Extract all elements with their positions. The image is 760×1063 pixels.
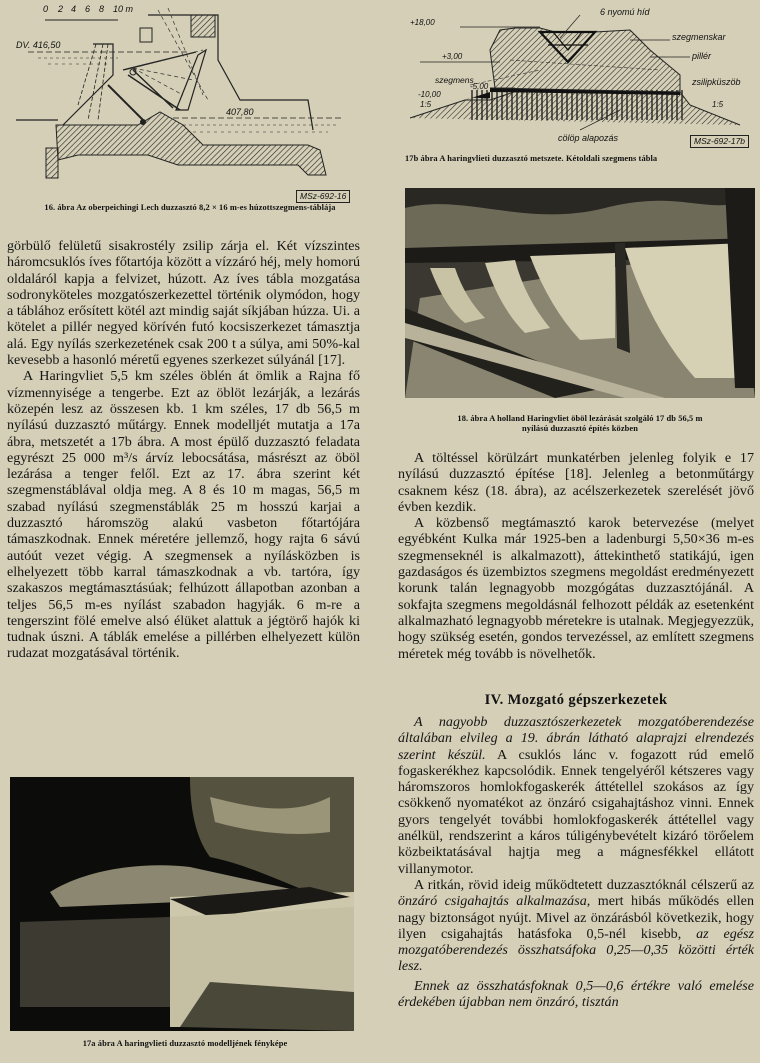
right-paragraph-5-italic: Ennek az összhatásfoknak 0,5—0,6 értékre való emelése érdekében újabban nem önzáró, tisztán bbox=[398, 977, 754, 1011]
left-column-text bbox=[7, 238, 360, 662]
figure-17a-caption: 17a ábra A haringvlieti duzzasztó modelljének fényképe bbox=[82, 1039, 288, 1048]
model-photo-image bbox=[10, 777, 354, 1031]
figure-16-ref-code: MSz-692-16 bbox=[296, 190, 350, 203]
figure-18-caption-line2: nyílású duzzasztó építés közben bbox=[522, 424, 638, 433]
scale-label-8: 8 bbox=[99, 4, 105, 14]
figure-18-caption-line1: 18. ábra A holland Haringvliet öböl lezárását szolgáló 17 db 56,5 m bbox=[457, 414, 703, 423]
scale-label-0: 0 bbox=[43, 4, 49, 14]
right-paragraph-4 bbox=[398, 877, 754, 975]
slope-left-label: 1:5 bbox=[420, 100, 432, 109]
right-paragraph-2: A közbenső megtámasztó karok betervezése (melyet egyébként Kulka már 1925-ben a ladenburgi 5,50×36 m-es szegmenseknél is alkalmazott), áttekinthető statikájú, igen gazdaságos és üzembiztos szegmens megoldást eredményezett korunk talán legnagyobb mozgógátas duzzasztójánál. A sokfajta szegmens megoldásnál felhozott példák az esetenként alkalmazható legnagyobb méretekre is utalnak. Megjegyezzük, hogy szükség esetén, gondos tervezéssel, az említett szegmens méretek még tovább is növelhetők. bbox=[398, 515, 754, 662]
figure-17b-caption: 17b ábra A haringvlieti duzzasztó metszete. Kétoldali szegmens tábla bbox=[405, 154, 658, 163]
right-paragraph-4-b: önzáró csigahajtás alkalmazása bbox=[398, 893, 587, 910]
scale-label-4: 4 bbox=[71, 4, 77, 14]
bottom-level-label: -10,00 bbox=[418, 90, 441, 99]
bridge-label: 6 nyomú híd bbox=[600, 7, 650, 17]
right-paragraph-4-c: , mert hibás működés ellen nagy biztonságot nyújt. Mivel az önzárásból következik, hogy ilyen csigahajtás hatásfoka 0,5-nél kisebb, bbox=[398, 893, 754, 942]
downstream-level-label: 407,80 bbox=[226, 107, 254, 117]
arm-label: szegmenskar bbox=[672, 32, 726, 42]
dam-construction-photo-image bbox=[405, 188, 755, 398]
figure-16-caption: 16. ábra Az oberpeichingi Lech duzzasztó 8,2 × 16 m-es húzottszegmens-táblája bbox=[44, 203, 336, 212]
segment-label: szegmens bbox=[435, 75, 474, 85]
left-paragraph-2: A Haringvliet 5,5 km széles öblén át ömlik a Rajna fő vízmennyisége a tengerbe. Ezt az öblöt lezárják, a lezárás közepén lesz az összesen kb. 1 km széles, 17 db 56,5 m nyílású duzzasztó műtárgy. Ennek modelljét mutatja a 17a ábra, metszetét a 17b ábra. A most épülő duzzasztó feladata egyrészt 25 000 m³/s árvíz lebocsátása, másrészt az öböl lezárása a tenger felől. Ezt az 17. ábra szerint két szegmenstáblával oldja meg. A 8 és 10 m magas, 56,5 m szabad nyílású szegmenstáblák 25 m hosszú karjai a duzzasztó háromszög alakú vasbeton főtartójára támaszkodnak. Ennek méretére jellemző, hogy rajta 6 sávú autóút vezet végig. A szegmensek a nyílásközben is elhelyezett több karral támaszkodnak a vb. tartóra, így szakaszos megtámasztásúak; felhúzott állapotban azonban a teljes 56,5 m-es nyílást szabadon hagyják. 6 m-re a tengerszint fölé emelve alsó élüket alattuk a jégtörő hajók ki tudnak úszni. A táblák emelése a pillérben elhelyezett külön rudazat mozgatásával történik. bbox=[7, 368, 360, 662]
right-paragraph-1: A töltéssel körülzárt munkatérben jelenleg folyik e 17 nyílású duzzasztó építése [18]. Jelenleg a betonműtárgy csaknem kész (18. ábra), az acélszerkezetek szerelését jövő évben kezdik. bbox=[398, 450, 754, 515]
right-paragraph-3-rest: A csuklós lánc v. fogazott rúd emelő fogaskerékhez kapcsolódik. Ennek tengelyéről kétszeres vagy háromszoros homlokfogaskerék áttétellel szokásos az így csökkenő nyomatékot az önzáró csigahajtáshoz vinni. Ennek gyors tengelyét további homlokfogaskerék áttétellel vagy anélkül, rendszerint a káros túligénybevételt kizáró törőelem közbeiktatásával hajtja meg a mágnesfékkel ellátott villanymotor. bbox=[398, 746, 754, 877]
foundation-label: cölöp alapozás bbox=[558, 133, 619, 143]
dam-cross-section-drawing bbox=[8, 0, 353, 200]
slope-right-label: 1:5 bbox=[712, 100, 724, 109]
right-paragraph-5 bbox=[398, 978, 754, 1011]
figure-17a-photo bbox=[10, 777, 354, 1031]
upstream-level-label: DV. 416,50 bbox=[16, 40, 61, 50]
right-column-text-top bbox=[398, 450, 754, 662]
right-paragraph-3-italic: A nagyobb duzzasztószerkezetek mozgatóberendezése általában elvileg a 19. ábrán látható alaprajzi elrendezés szerint készül. bbox=[398, 714, 754, 763]
low-level-label: -5,00 bbox=[470, 82, 489, 91]
section-heading: IV. Mozgató gépszerkezetek bbox=[484, 692, 668, 708]
scale-label-2: 2 bbox=[58, 4, 64, 14]
figure-17b-drawing bbox=[390, 0, 760, 150]
figure-17b-ref-code: MSz-692-17b bbox=[690, 135, 749, 148]
figure-16-drawing bbox=[8, 0, 353, 200]
sill-label: zsilipküszöb bbox=[692, 77, 741, 87]
pier-label: pillér bbox=[692, 51, 712, 61]
right-paragraph-4-a: A ritkán, rövid ideig működtetett duzzasztóknál célszerű az bbox=[414, 876, 754, 893]
right-paragraph-3 bbox=[398, 714, 754, 877]
scale-label-10m: 10 m bbox=[113, 4, 134, 14]
left-paragraph-1: görbülő felületű sisakrostély zsilip zárja el. Két vízszintes háromcsuklós íves főtartója között a vízzáró héj, mely homorú oldaláról kapja a felvizet, húzott. Az íves tábla mozgatása sodronyköteles mozgatószerkezettel történik olymódon, hogy a táblához erősített kötél azt mindig saját síkjában húzza. Ui. a kötelet a pillér negyed körívén futó kocsiszerkezet támasztja alá. Egy nyílás szerkezetének csak 200 t a súlya, ami 50%-kal kevesebb a hasonló méretű egyenes szerkezet súlyánál [17]. bbox=[7, 238, 360, 369]
mid-level-label: +3,00 bbox=[442, 52, 463, 61]
right-paragraph-4-d: az egész mozgatóberendezés összhatsáfoka 0,25—0,35 közötti érték lesz. bbox=[398, 925, 754, 975]
scale-label-6: 6 bbox=[85, 4, 91, 14]
top-level-label: +18,00 bbox=[410, 18, 435, 27]
figure-18-photo bbox=[405, 188, 755, 398]
right-column-text-bottom bbox=[398, 714, 754, 1010]
